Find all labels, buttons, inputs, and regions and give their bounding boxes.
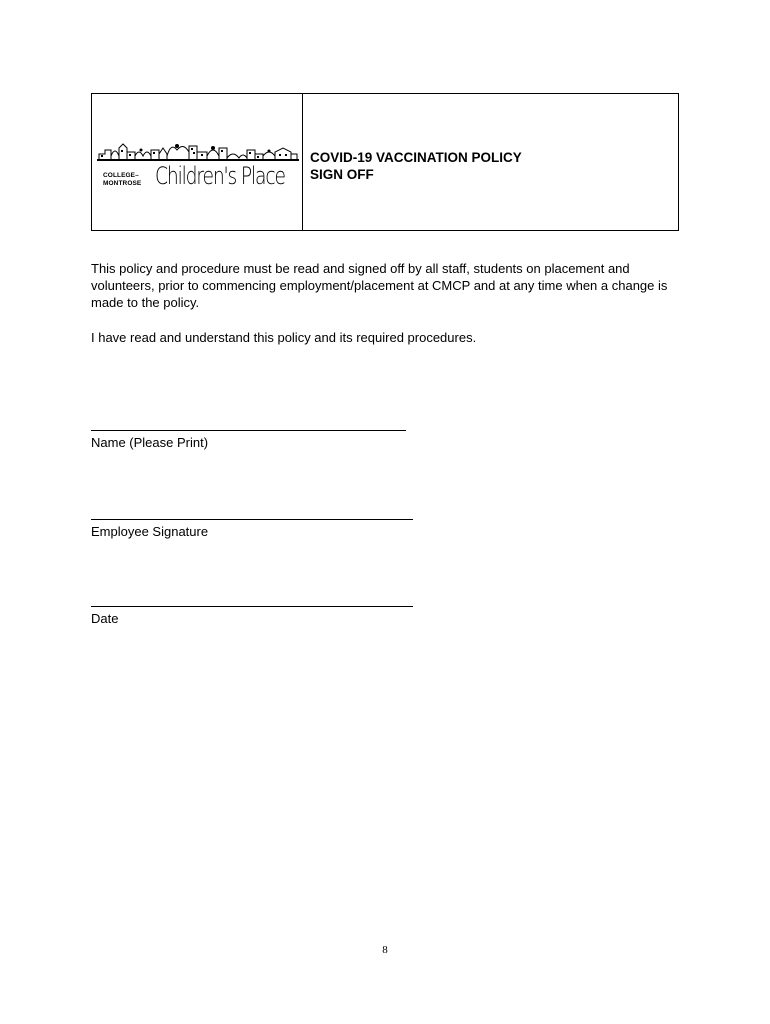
logo-childrens-place: Children's Place (155, 162, 285, 190)
organization-logo (97, 138, 299, 194)
title-cell (303, 94, 678, 230)
logo-college-montrose: COLLEGE– MONTROSE (103, 172, 142, 187)
page-number: 8 (382, 944, 388, 956)
policy-paragraph: This policy and procedure must be read and signed off by all staff, students on placement and volunteers, prior to commencing employment/placement at CMCP and at any time when a change is made to the policy. (91, 261, 668, 310)
skyline-illustration-icon (97, 138, 299, 164)
name-field-label: Name (Please Print) (91, 435, 209, 450)
name-signature-line[interactable] (91, 430, 406, 431)
employee-signature-line[interactable] (91, 519, 413, 520)
name-field[interactable] (91, 430, 406, 451)
document-title: COVID-19 VACCINATION POLICY SIGN OFF (310, 150, 522, 182)
employee-signature-field[interactable] (91, 519, 413, 540)
date-signature-line[interactable] (91, 606, 413, 607)
logo-cell (92, 94, 303, 230)
acknowledgement-paragraph: I have read and understand this policy and its required procedures. (91, 330, 477, 345)
date-field-label: Date (91, 611, 119, 626)
employee-signature-label: Employee Signature (91, 524, 209, 539)
date-field[interactable] (91, 606, 413, 627)
header-table (91, 93, 679, 231)
